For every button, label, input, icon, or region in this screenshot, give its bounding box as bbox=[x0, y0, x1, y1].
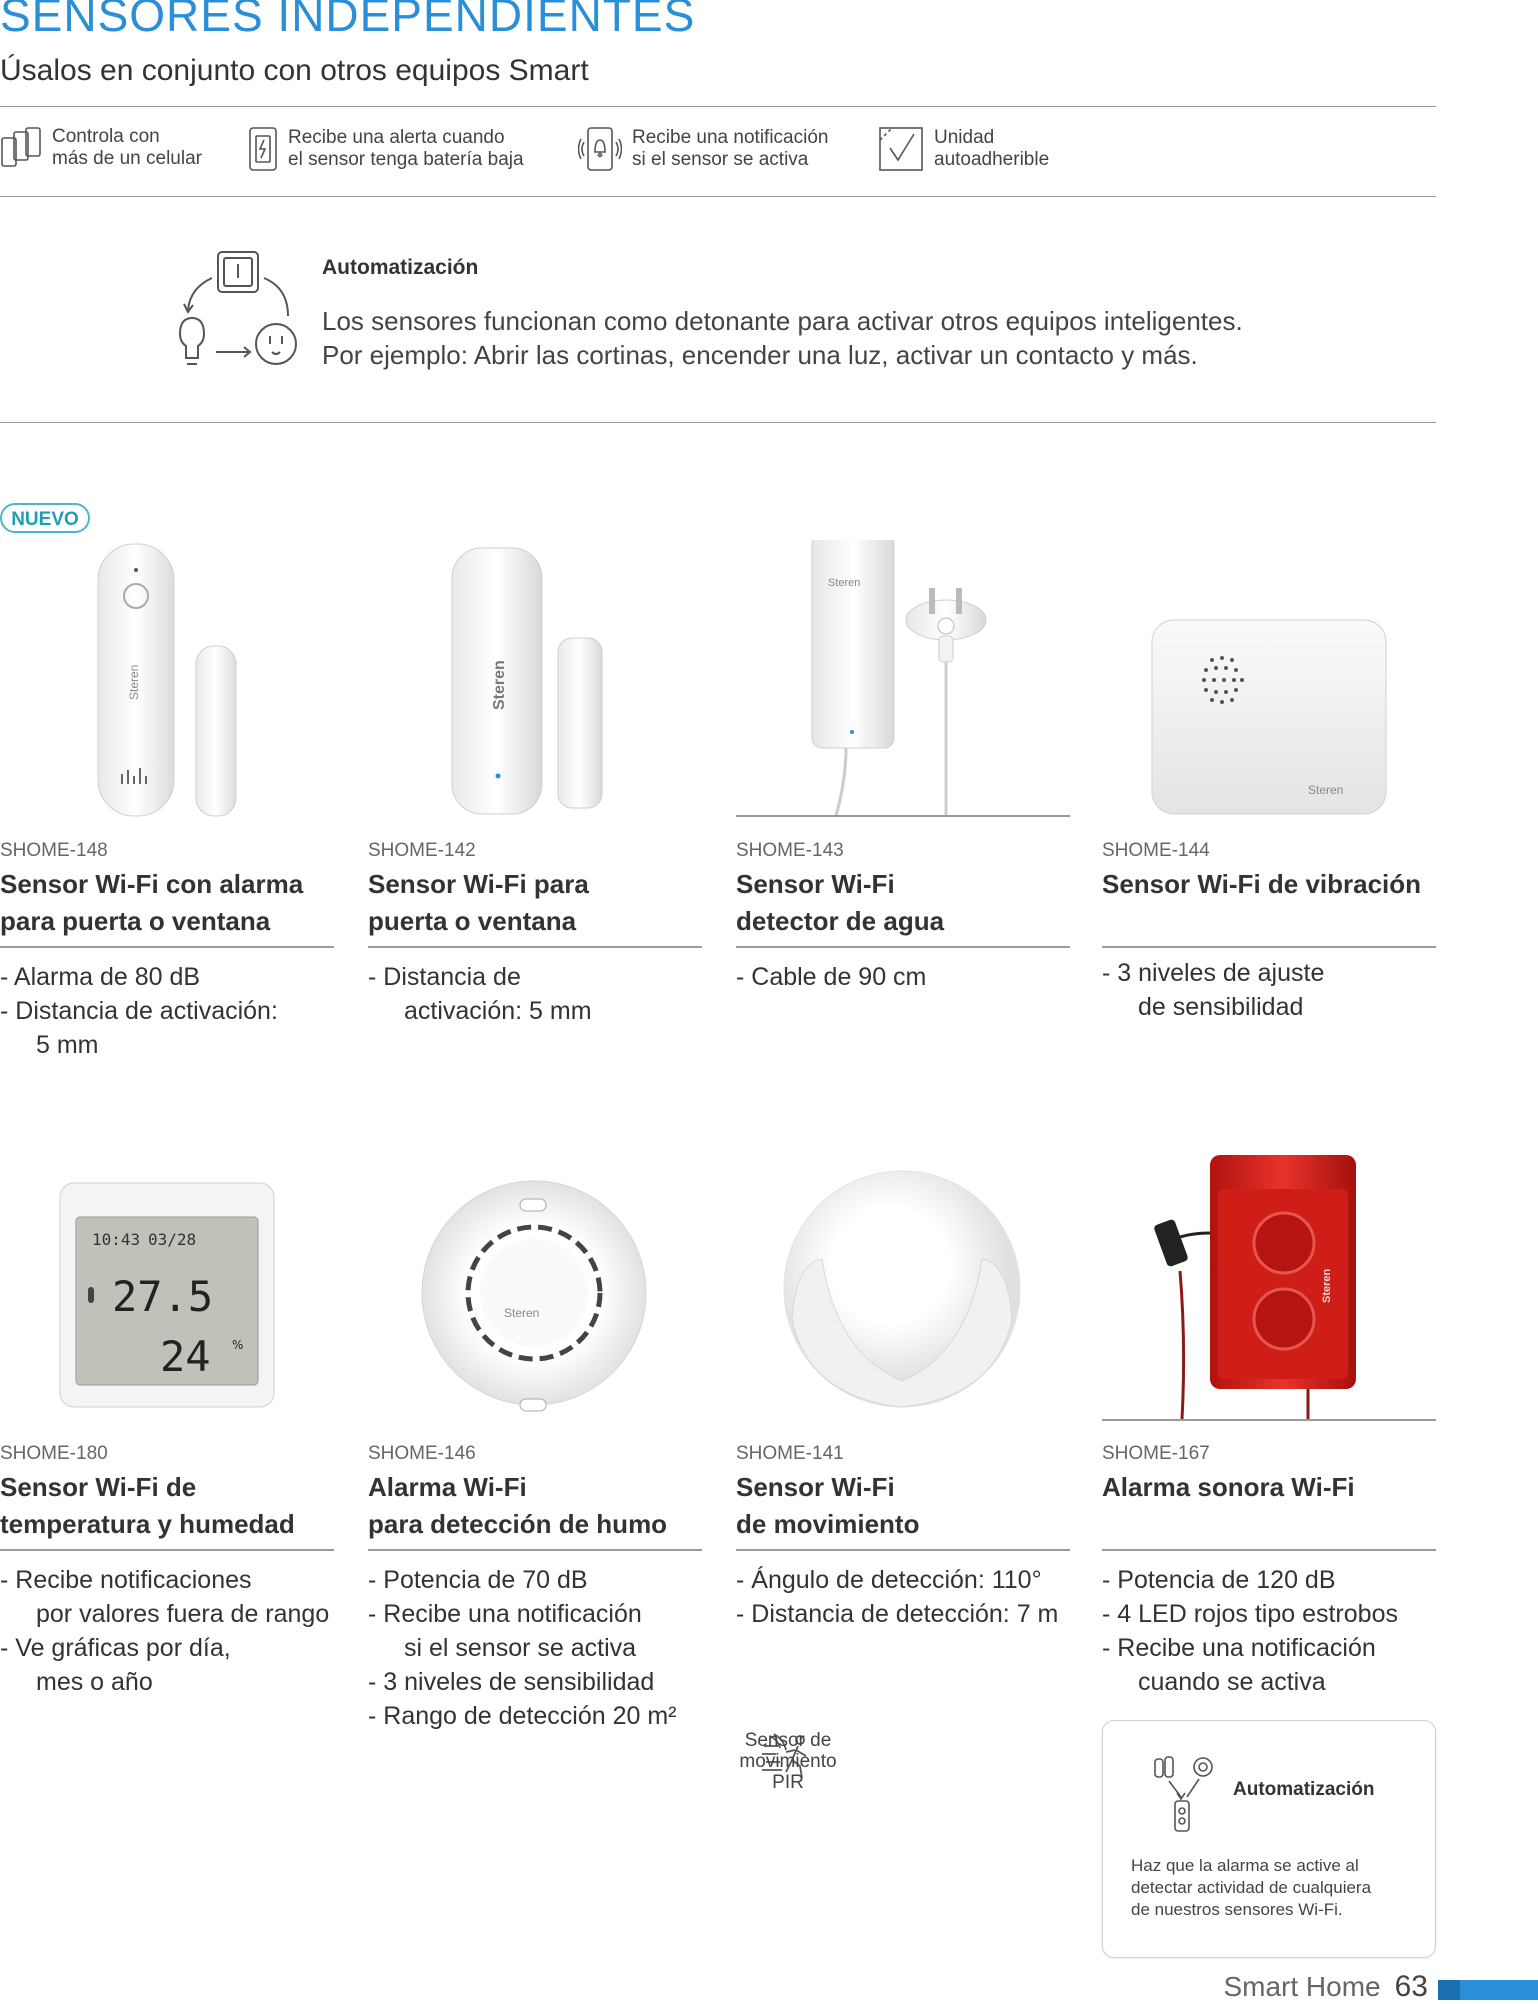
svg-text:Steren: Steren bbox=[1321, 1268, 1333, 1303]
product-sku: SHOME-143 bbox=[736, 840, 844, 861]
product-name: Sensor Wi-Fi con alarma para puerta o ventana bbox=[0, 869, 304, 936]
divider bbox=[368, 1549, 702, 1551]
product-features: - Recibe notificaciones por valores fuera de rango - Ve gráficas por día, mes o año bbox=[0, 1566, 330, 1696]
page-subtitle: Úsalos en conjunto con otros equipos Smart bbox=[0, 54, 589, 87]
svg-text:Steren: Steren bbox=[127, 664, 141, 700]
page-title: SENSORES INDEPENDIENTES bbox=[0, 0, 696, 41]
sensors-trigger-icon bbox=[1151, 1755, 1217, 1835]
feature-low-battery: Recibe una alerta cuando el sensor tenga batería baja bbox=[248, 126, 524, 172]
product-features: - Distancia de activación: 5 mm bbox=[368, 963, 592, 1025]
product-features: - Potencia de 70 dB - Recibe una notificación si el sensor se activa - 3 niveles de sensibilidad - Rango de detección 20 m² bbox=[368, 1566, 677, 1730]
product-sku: SHOME-141 bbox=[736, 1443, 844, 1464]
notification-phone-icon bbox=[578, 126, 622, 172]
divider bbox=[0, 106, 1436, 107]
alarm-automation-title: Automatización bbox=[1233, 1779, 1375, 1800]
product-name: Sensor Wi-Fi de movimiento bbox=[736, 1472, 920, 1539]
product-image bbox=[736, 540, 1070, 820]
water-sensor-image bbox=[736, 540, 1070, 820]
product-sku: SHOME-180 bbox=[0, 1443, 108, 1464]
product-features: - Ángulo de detección: 110° - Distancia de detección: 7 m bbox=[736, 1566, 1059, 1628]
svg-text:Steren: Steren bbox=[1308, 783, 1344, 797]
svg-text:03/28: 03/28 bbox=[148, 1230, 197, 1249]
divider bbox=[736, 946, 1070, 948]
automation-description: Los sensores funcionan como detonante para activar otros equipos inteligentes. Por ejemplo: Abrir las cortinas, encender una luz, activar un contacto y más. bbox=[322, 306, 1243, 370]
product-sku: SHOME-144 bbox=[1102, 840, 1210, 861]
product-image bbox=[1102, 540, 1436, 820]
automation-title: Automatización bbox=[322, 256, 479, 279]
alarm-automation-box bbox=[1102, 1720, 1436, 1958]
phones-icon bbox=[0, 126, 42, 170]
product-name: Alarma sonora Wi-Fi bbox=[1102, 1472, 1355, 1502]
product-card-shome-141 bbox=[736, 1143, 1070, 1631]
feature-multi-phone: Controla con más de un celular bbox=[0, 126, 202, 170]
divider bbox=[0, 1549, 334, 1551]
thermometer-hygrometer-image bbox=[0, 1143, 334, 1423]
feature-adhesive: Unidad autoadherible bbox=[878, 126, 1049, 172]
product-card-shome-167 bbox=[1102, 1143, 1436, 1699]
automation-cycle-icon bbox=[176, 248, 300, 378]
product-image bbox=[368, 1143, 702, 1423]
svg-text:10:43: 10:43 bbox=[92, 1230, 141, 1249]
divider bbox=[0, 422, 1436, 423]
svg-text:24: 24 bbox=[160, 1332, 211, 1381]
door-sensor-image bbox=[368, 540, 702, 820]
product-card-shome-146 bbox=[368, 1143, 702, 1733]
vibration-sensor-image bbox=[1102, 540, 1436, 820]
product-image bbox=[736, 1143, 1070, 1423]
page-number: 63 bbox=[1394, 1970, 1428, 2003]
product-card-shome-180 bbox=[0, 1143, 334, 1699]
feature-notification: Recibe una notificación si el sensor se activa bbox=[578, 126, 828, 172]
product-name: Sensor Wi-Fi para puerta o ventana bbox=[368, 869, 589, 936]
divider bbox=[736, 1549, 1070, 1551]
page-footer bbox=[1223, 1970, 1428, 2004]
svg-text:27.5: 27.5 bbox=[112, 1272, 214, 1321]
product-sku: SHOME-148 bbox=[0, 840, 108, 861]
product-image bbox=[0, 540, 334, 820]
pir-label: Sensor de movimiento PIR bbox=[739, 1730, 837, 1793]
product-sku: SHOME-142 bbox=[368, 840, 476, 861]
product-card-shome-142 bbox=[368, 540, 702, 1028]
product-image bbox=[0, 1143, 334, 1423]
smoke-alarm-image bbox=[368, 1143, 702, 1423]
footer-section: Smart Home bbox=[1223, 1971, 1381, 2002]
divider bbox=[368, 946, 702, 948]
product-features: - Alarma de 80 dB - Distancia de activación: 5 mm bbox=[0, 963, 278, 1059]
product-sku: SHOME-146 bbox=[368, 1443, 476, 1464]
divider bbox=[0, 946, 334, 948]
product-features: - Cable de 90 cm bbox=[736, 963, 927, 991]
svg-text:%: % bbox=[232, 1338, 244, 1352]
svg-text:Steren: Steren bbox=[828, 577, 861, 589]
product-image bbox=[368, 540, 702, 820]
footer-building-icon bbox=[1438, 1980, 1460, 2000]
product-features: - 3 niveles de ajuste de sensibilidad bbox=[1102, 959, 1325, 1021]
svg-text:Steren: Steren bbox=[504, 1306, 540, 1320]
product-features: - Potencia de 120 dB - 4 LED rojos tipo estrobos - Recibe una notificación cuando se activa bbox=[1102, 1566, 1398, 1696]
product-card-shome-148 bbox=[0, 540, 334, 1062]
product-name: Sensor Wi-Fi detector de agua bbox=[736, 869, 945, 936]
svg-text:Steren: Steren bbox=[491, 660, 508, 710]
product-sku: SHOME-167 bbox=[1102, 1443, 1210, 1464]
new-badge: NUEVO bbox=[0, 503, 90, 533]
divider bbox=[1102, 946, 1436, 948]
product-card-shome-143 bbox=[736, 540, 1070, 994]
alarm-automation-description: Haz que la alarma se active al detectar actividad de cualquiera de nuestros sensores Wi-Fi. bbox=[1131, 1856, 1372, 1919]
divider bbox=[1102, 1549, 1436, 1551]
product-image bbox=[1102, 1143, 1436, 1423]
siren-alarm-image bbox=[1102, 1143, 1436, 1423]
low-battery-icon bbox=[248, 126, 278, 172]
product-name: Sensor Wi-Fi de vibración bbox=[1102, 869, 1422, 899]
adhesive-icon bbox=[878, 126, 924, 172]
product-name: Alarma Wi-Fi para detección de humo bbox=[368, 1472, 668, 1539]
product-card-shome-144 bbox=[1102, 540, 1436, 1024]
divider bbox=[0, 196, 1436, 197]
motion-sensor-image bbox=[736, 1143, 1070, 1423]
door-alarm-sensor-image bbox=[0, 540, 334, 820]
product-name: Sensor Wi-Fi de temperatura y humedad bbox=[0, 1472, 295, 1539]
